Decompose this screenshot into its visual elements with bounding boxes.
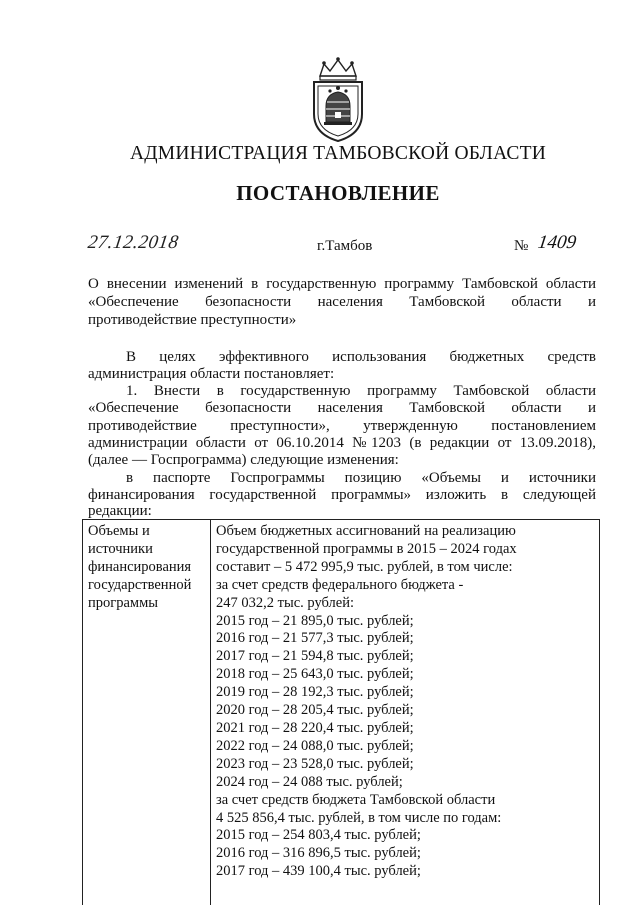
table-left-line: Объемы и [88,523,150,539]
document-number: 1409 [536,232,578,253]
table-left-line: источники [88,541,153,557]
table-right-line: 2017 год – 21 594,8 тыс. рублей; [216,648,414,665]
funding-table [82,519,600,905]
table-right-line: составит – 5 472 995,9 тыс. рублей, в том числе: [216,558,513,575]
subject-line: «Обеспечение безопасности населения Тамбовской области и [88,294,596,310]
document-number-label: № [514,238,529,254]
paragraph-line: редакции: [88,503,152,519]
paragraph-line: (далее — Госпрограмма) следующие изменения: [88,452,399,468]
tambov-coat-of-arms-icon [300,56,376,144]
table-left-line: государственной [88,577,192,593]
paragraph-line: финансирования государственной программы» изложить в следующей [88,487,596,503]
subject-line: противодействие преступности» [88,312,297,328]
paragraph-line: в паспорте Госпрограммы позицию «Объемы и источники [126,470,596,486]
table-right-line: 2020 год – 28 205,4 тыс. рублей; [216,702,414,719]
document-title: ПОСТАНОВЛЕНИЕ [236,181,440,205]
table-right-line: 2015 год – 21 895,0 тыс. рублей; [216,612,414,629]
table-left-line: программы [88,595,158,611]
table-right-line: за счет средств бюджета Тамбовской области [216,791,496,808]
paragraph-line: «Обеспечение безопасности населения Тамбовской области и [88,400,596,416]
paragraph-line: администрации области от 06.10.2014 №1203 (в редакции от 13.09.2018), [88,435,596,451]
table-right-line: Объем бюджетных ассигнований на реализацию [216,523,516,539]
paragraph-line: администрация области постановляет: [88,366,335,382]
table-right-cell [216,523,517,881]
table-right-line: за счет средств федерального бюджета - [216,576,464,593]
subject-line: О внесении изменений в государственную программу Тамбовской области [88,276,596,292]
table-left-cell [88,522,191,612]
table-right-line: 2016 год – 21 577,3 тыс. рублей; [216,630,414,647]
document-date: 27.12.2018 [86,232,181,253]
table-right-line: 2021 год – 28 220,4 тыс. рублей; [216,719,414,736]
table-right-line: 2019 год – 28 192,3 тыс. рублей; [216,684,414,701]
paragraph-line: противодействие преступности», утвержденную постановлением [88,418,596,434]
table-right-line: 2017 год – 439 100,4 тыс. рублей; [216,863,421,880]
table-right-line: 2015 год – 254 803,4 тыс. рублей; [216,827,421,844]
paragraph-line: 1. Внести в государственную программу Тамбовской области [126,383,596,399]
table-right-line: 247 032,2 тыс. рублей: [216,594,354,611]
table-right-line: 2024 год – 24 088 тыс. рублей; [216,773,403,790]
table-column-divider [210,520,211,905]
paragraph-line: В целях эффективного использования бюджетных средств [126,349,596,365]
table-right-line: 2023 год – 23 528,0 тыс. рублей; [216,755,414,772]
table-left-line: финансирования [88,559,192,575]
table-right-line: 2018 год – 25 643,0 тыс. рублей; [216,666,414,683]
table-right-line: государственной программы в 2015 – 2024 годах [216,540,517,557]
document-city: г.Тамбов [317,238,373,254]
table-right-line: 2016 год – 316 896,5 тыс. рублей; [216,845,421,862]
administration-name: АДМИНИСТРАЦИЯ ТАМБОВСКОЙ ОБЛАСТИ [130,143,546,164]
table-right-line: 2022 год – 24 088,0 тыс. рублей; [216,737,414,754]
table-right-line: 4 525 856,4 тыс. рублей, в том числе по годам: [216,809,502,826]
